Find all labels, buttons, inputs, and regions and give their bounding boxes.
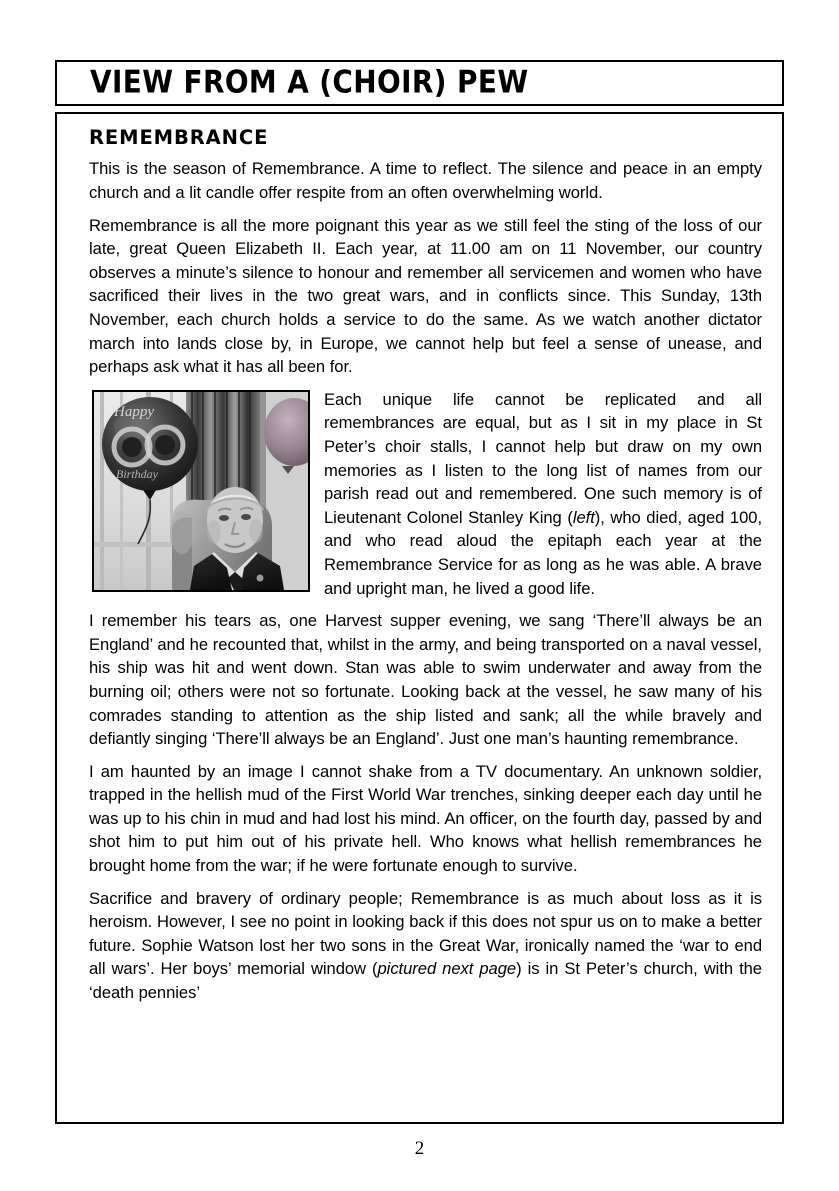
photo-reference-italic: left [572,507,595,527]
svg-text:Happy: Happy [114,403,154,420]
paragraph-3-text-before: Each unique life cannot be replicated and all remembrances are equal, but as I sit in my place in St Peter’s choir stalls, I cannot help but draw on my own memories as I listen to the long list of names from our parish read out and remembered. One such memory is of Lieutenant Colonel Stanley King ( [324,389,762,527]
paragraph-3-text-after: ), who died, aged 100, and who read aloud the epitaph each year at the Remembrance Service for as long as he was able. A brave and upright man, he lived a good life. [324,507,763,598]
paragraph-6-text-after: ) is in St Peter’s church, with the ‘death pennies’ [89,959,762,1003]
paragraph-1: This is the season of Remembrance. A time to reflect. The silence and peace in an empty church and a lit candle offer respite from an often overwhelming world. [89,159,762,203]
page-number: 2 [414,1138,425,1159]
paragraph-6 [89,887,762,1005]
section-heading: REMEMBRANCE [89,126,269,149]
header-banner-box [55,60,784,106]
photo-stanley-king [92,390,310,592]
paragraph-2: Remembrance is all the more poignant this year as we still feel the sting of the loss of our late, great Queen Elizabeth II. Each year, at 11.00 am on 11 November, our country observes a minute’s silence to honour and remember all servicemen and women who have sacrificed their lives in the two great wars, and in conflicts since. This Sunday, 13th November, each church holds a service to do the same. As we watch another dictator march into lands close by, in Europe, we cannot help but feel a sense of unease, and perhaps ask what it has all been for. [89,215,762,377]
paragraph-5: I am haunted by an image I cannot shake from a TV documentary. An unknown soldier, trapped in the hellish mud of the First World War trenches, sinking deeper each day until he was up to his chin in mud and had lost his mind. An officer, on the fourth day, passed by and shot him to put him out of his private hell. Who knows what hellish remembrances he brought home from the war; if he were fortunate enough to survive. [89,761,762,876]
page-title: VIEW FROM A (CHOIR) PEW [90,64,529,101]
photo-image [94,392,308,590]
article-body-box [55,112,784,1124]
svg-text:Birthday: Birthday [116,466,158,481]
paragraph-6-text-before: Sacrifice and bravery of ordinary people; Remembrance is as much about loss as it is heroism. However, I see no point in looking back if this does not spur us on to make a better future. Sophie Watson lost her two sons in the Great War, ironically named the ‘war to end all wars’. Her boys’ memorial window ( [89,888,762,979]
next-page-reference-italic: pictured next page [377,959,517,979]
photo-svg [94,392,308,590]
paragraph-4: I remember his tears as, one Harvest supper evening, we sang ‘There’ll always be an England’ and he recounted that, whilst in the army, and being transported on a naval vessel, his ship was hit and went down. Stan was able to swim underwater and away from the burning oil; others were not so fortunate. Looking back at the vessel, he saw many of his comrades standing to attention as the ship listed and sank; all the while bravely and defiantly singing ‘There’ll always be an England’. Just one man’s haunting remembrance. [89,611,762,749]
